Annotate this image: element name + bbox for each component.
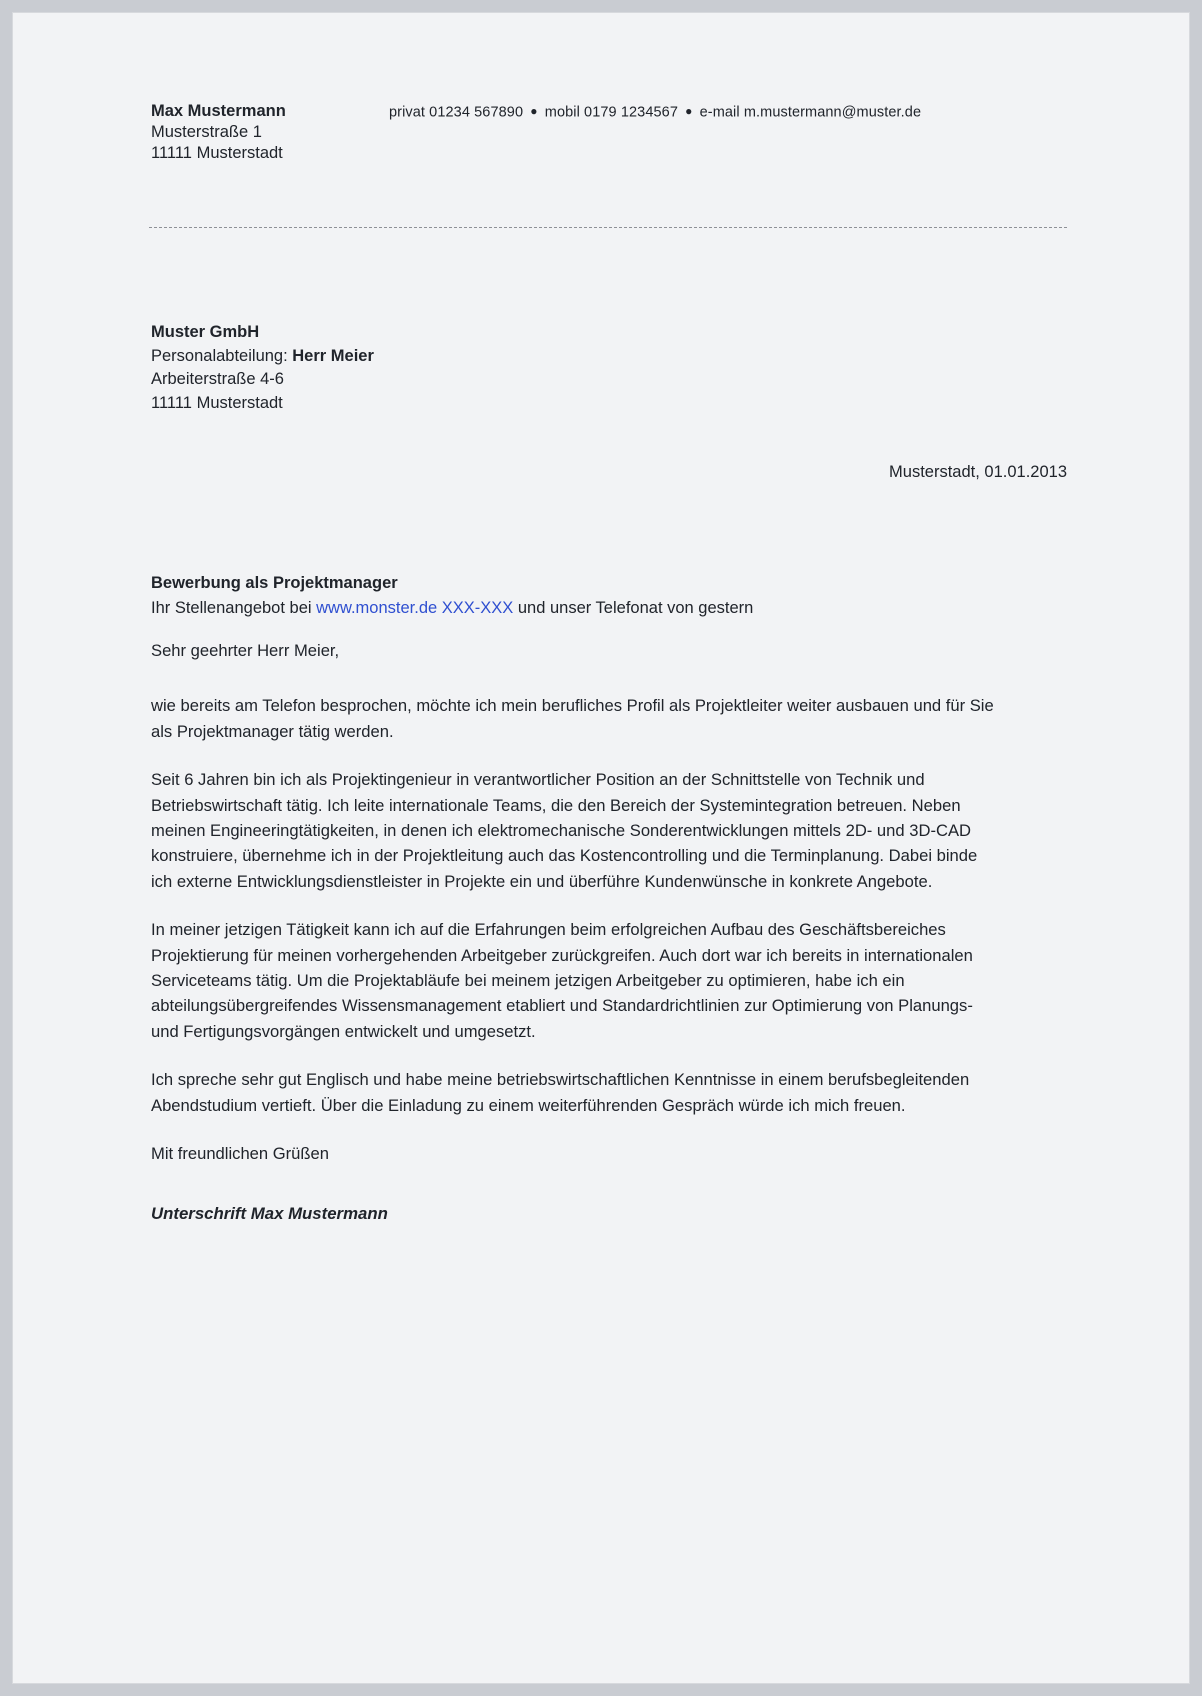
recipient-street: Arbeiterstraße 4-6: [151, 370, 284, 388]
body-paragraph: Seit 6 Jahren bin ich als Projektingenieur in verantwortlicher Position an der Schnittstelle von Technik und Betriebswirtschaft tätig. Ich leite internationale Teams, die den Bereich der Systemintegration betreuen. Neben meinen Engineeringtätigkeiten, in denen ich elektromechanische Sonderentwicklungen mittels 2D- und 3D-CAD konstruiere, übernehme ich in der Projektleitung auch das Kostencontrolling und die Terminplanung. Dabei binde ich externe Entwicklungsdienstleister in Projekte ein und überführe Kundenwünsche in konkrete Angebote.: [151, 770, 978, 891]
subject-title: Bewerbung als Projektmanager: [151, 574, 398, 592]
recipient-city: 11111 Musterstadt: [151, 393, 283, 412]
recipient-company: Muster GmbH: [151, 323, 260, 341]
sender-contact-line: [389, 104, 921, 121]
separator-dot-icon: ●: [530, 104, 538, 118]
subject-reference-prefix: Ihr Stellenangebot bei: [151, 599, 317, 617]
dashed-divider: [149, 227, 1067, 228]
sender-name: Max Mustermann: [151, 102, 286, 120]
letter-subject: [151, 571, 1011, 621]
sender-phone: privat 01234 567890: [389, 104, 524, 121]
closing-line: Mit freundlichen Grüßen: [151, 1144, 330, 1164]
sender-address-block: [151, 101, 286, 164]
job-posting-link[interactable]: www.monster.de XXX-XXX: [316, 599, 514, 617]
recipient-address-block: [151, 321, 374, 415]
separator-dot-icon: ●: [685, 104, 693, 118]
body-paragraph: Ich spreche sehr gut Englisch und habe meine betriebswirtschaftlichen Kenntnisse in einem berufsbegleitenden Abendstudium vertieft. Über die Einladung zu einem weiterführenden Gespräch würde ich mich freuen.: [151, 1070, 970, 1115]
sender-email: e-mail m.mustermann@muster.de: [699, 104, 922, 121]
letterhead: [151, 101, 1069, 187]
sender-street: Musterstraße 1: [151, 123, 262, 141]
salutation: Sehr geehrter Herr Meier,: [151, 641, 340, 660]
subject-reference-suffix: und unser Telefonat von gestern: [513, 599, 754, 617]
recipient-department-label: Personalabteilung:: [151, 346, 293, 365]
sender-mobile: mobil 0179 1234567: [544, 104, 678, 121]
body-paragraph: wie bereits am Telefon besprochen, möchte ich mein berufliches Profil als Projektleiter weiter ausbauen und für Sie als Projektmanager tätig werden.: [151, 696, 994, 741]
recipient-contact-name: Herr Meier: [292, 346, 374, 365]
letter-body: [151, 638, 996, 1226]
body-paragraph: In meiner jetzigen Tätigkeit kann ich auf die Erfahrungen beim erfolgreichen Aufbau des Geschäftsbereiches Projektierung für meinen vorhergehenden Arbeitgeber zurückgreifen. Auch dort war ich bereits in internationalen Serviceteams tätig. Um die Projektabläufe bei meinem jetzigen Arbeitgeber zu optimieren, habe ich ein abteilungsübergreifendes Wissensmanagement etabliert und Standardrichtlinien zur Optimierung von Planungs- und Fertigungsvorgängen entwickelt und umgesetzt.: [151, 920, 973, 1041]
document-page: [12, 12, 1190, 1684]
signature-line: Unterschrift Max Mustermann: [151, 1203, 388, 1223]
sender-city: 11111 Musterstadt: [151, 144, 283, 162]
subject-reference: [151, 596, 1011, 621]
letter-date: Musterstadt, 01.01.2013: [889, 463, 1067, 481]
recipient-department: [151, 345, 374, 369]
